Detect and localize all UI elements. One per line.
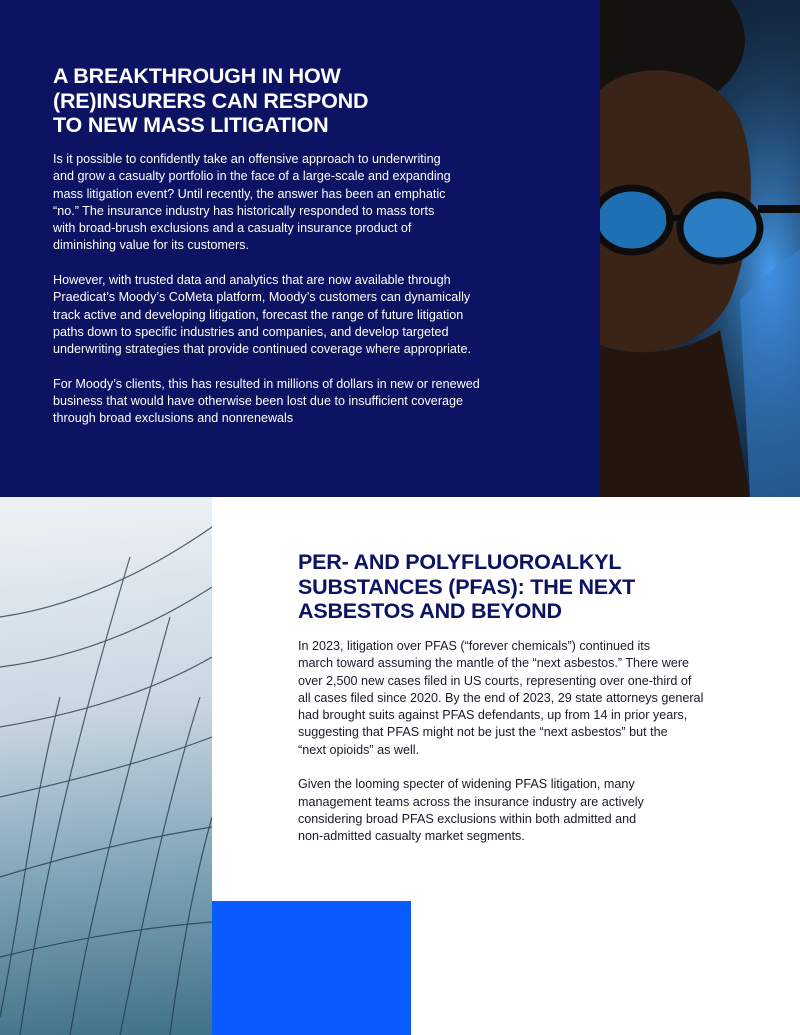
paragraph: Given the looming specter of widening PFAS litigation, many management teams across the insurance industry are actively considering broad PFAS exclusions within both admitted and non-admitted casualty market segments. bbox=[298, 777, 644, 844]
section-body-breakthrough bbox=[53, 151, 553, 445]
paragraph: Is it possible to confidently take an offensive approach to underwriting and grow a casualty portfolio in the face of a large-scale and expanding mass litigation event? Until recently, the answer has been an emphatic “no.” The insurance industry has historically responded to mass torts with broad-brush exclusions and a casualty insurance product of diminishing value for its customers. bbox=[53, 152, 451, 253]
accent-block bbox=[212, 901, 411, 1035]
architecture-facade-photo bbox=[0, 497, 212, 1035]
woman-with-glasses-photo bbox=[600, 0, 800, 497]
paragraph: In 2023, litigation over PFAS (“forever chemicals”) continued its march toward assuming the mantle of the “next asbestos.” There were over 2,500 new cases filed in US courts, representing over one-third of all cases filed since 2020. By the end of 2023, 29 state attorneys general had brought suits against PFAS defendants, up from 14 in prior years, suggesting that PFAS might not be just the “next asbestos” but the “next opioids” as well. bbox=[298, 639, 704, 757]
section-body-pfas bbox=[298, 638, 738, 863]
section-title-breakthrough: A BREAKTHROUGH IN HOW (RE)INSURERS CAN RESPOND TO NEW MASS LITIGATION bbox=[53, 64, 369, 137]
section-title-pfas: PER- AND POLYFLUOROALKYL SUBSTANCES (PFAS): THE NEXT ASBESTOS AND BEYOND bbox=[298, 550, 636, 623]
paragraph: For Moody’s clients, this has resulted in millions of dollars in new or renewed business that would have otherwise been lost due to insufficient coverage through broad exclusions and nonrenewals bbox=[53, 376, 480, 426]
paragraph: However, with trusted data and analytics that are now available through Praedicat’s Moody’s CoMeta platform, Moody’s customers can dynamically track active and developing litigation, forecast the range of future litigation paths down to specific industries and companies, and develop targeted underwriting strategies that provide continued coverage where appropriate. bbox=[53, 273, 471, 357]
